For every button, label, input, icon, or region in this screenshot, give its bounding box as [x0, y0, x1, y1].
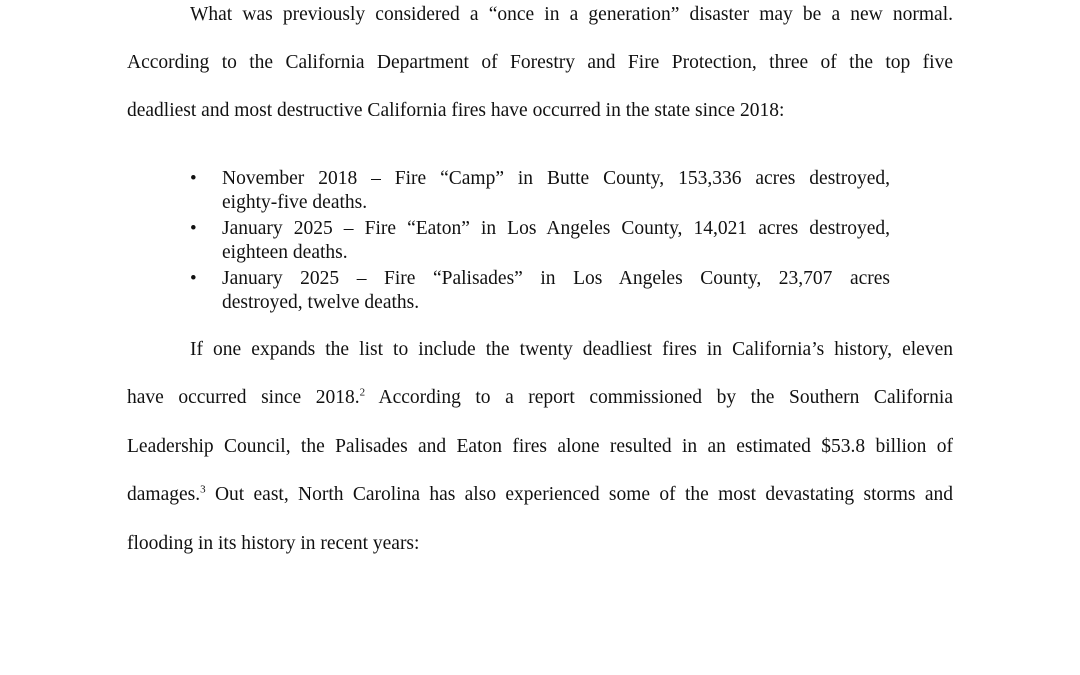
paragraph-2-line-2-start: have occurred since 2018. [127, 387, 360, 408]
footnote-2-marker: 2 [359, 386, 366, 399]
paragraph-1-line-1: What was previously considered a “once in a generation” disaster may be a new normal. [190, 4, 953, 25]
paragraph-2-line-3: Leadership Council, the Palisades and Eaton fires alone resulted in an estimated $53.8 billion of [127, 436, 953, 457]
fire-list-item-line-2: destroyed, twelve deaths. [222, 292, 420, 313]
paragraph-2-line-4-end: Out east, North Carolina has also experienced some of the most devastating storms and [205, 484, 953, 505]
paragraph-1-line-3: deadliest and most destructive California fires have occurred in the state since 2018: [127, 100, 785, 121]
paragraph-2-line-4 [127, 483, 953, 507]
paragraph-2-line-2-end: According to a report commissioned by the Southern California [365, 387, 953, 408]
fire-list-item-text [222, 267, 890, 315]
fire-list-item-line-1: November 2018 – Fire “Camp” in Butte County, 153,336 acres destroyed, [222, 168, 890, 189]
fire-list-item-text [222, 167, 890, 215]
bullet-icon: • [190, 168, 197, 189]
paragraph-2-line-1: If one expands the list to include the twenty deadliest fires in California’s history, eleven [190, 339, 953, 360]
fire-list-item-line-2: eighty-five deaths. [222, 192, 368, 213]
paragraph-2-line-2 [127, 386, 953, 410]
paragraph-2-line-5: flooding in its history in recent years: [127, 533, 420, 554]
bullet-icon: • [190, 268, 197, 289]
bullet-icon: • [190, 218, 197, 239]
fire-list-item-text [222, 217, 890, 265]
fire-list-item-line-2: eighteen deaths. [222, 242, 348, 263]
footnote-3-marker: 3 [200, 483, 206, 496]
fire-list-item-line-1: January 2025 – Fire “Eaton” in Los Angeles County, 14,021 acres destroyed, [222, 218, 890, 239]
paragraph-1-line-2: According to the California Department of Forestry and Fire Protection, three of the top five [127, 52, 953, 73]
fire-list-item-line-1: January 2025 – Fire “Palisades” in Los Angeles County, 23,707 acres [222, 268, 890, 289]
paragraph-2-line-4-start: damages. [127, 484, 201, 505]
